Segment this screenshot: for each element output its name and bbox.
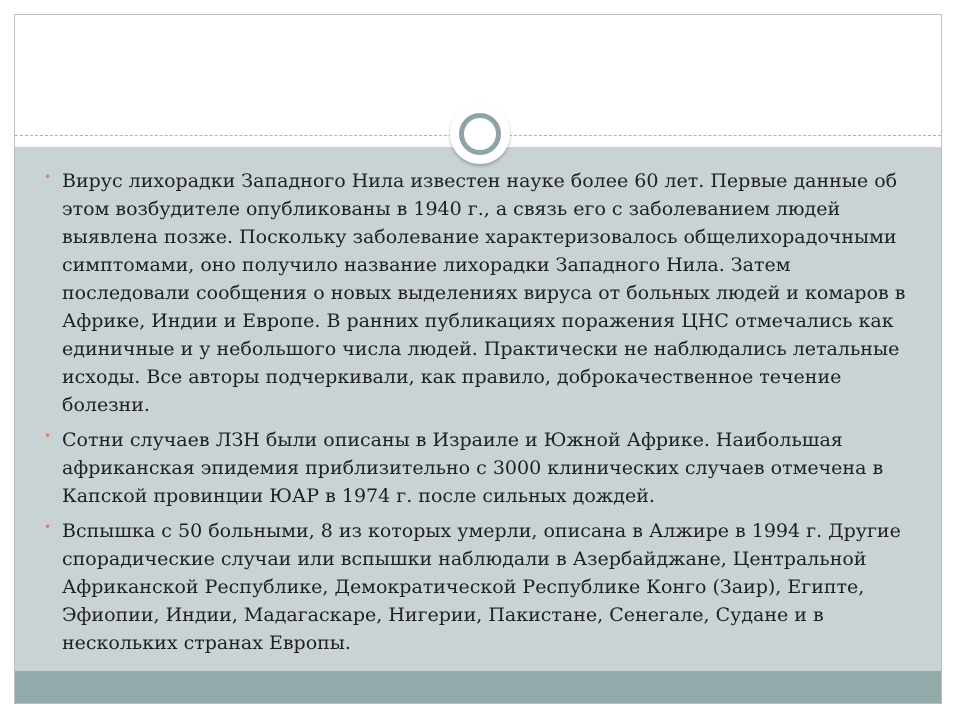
bullet-item bbox=[44, 426, 916, 510]
ring-icon bbox=[450, 104, 510, 164]
bullet-marker-icon: • bbox=[44, 170, 52, 184]
bullet-text: Сотни случаев ЛЗН были описаны в Израиле и Южной Африке. Наибольшая африканская эпидемия приблизительно с 3000 клинических случаев отмечена в Капской провинции ЮАР в 1974 г. после сильных дождей. bbox=[62, 429, 884, 507]
bullet-marker-icon: • bbox=[44, 429, 52, 443]
bullet-item bbox=[44, 517, 916, 657]
bullet-text: Вирус лихорадки Западного Нила известен науке более 60 лет. Первые данные об этом возбудителе опубликованы в 1940 г., а связь его с заболеванием людей выявлена позже. Поскольку заболевание характеризовалось общелихорадочными симптомами, оно получило название лихорадки Западного Нила. Затем последовали сообщения о новых выделениях вируса от больных людей и комаров в Африке, Индии и Европе. В ранних публикациях поражения ЦНС отмечались как единичные и у небольшого числа людей. Практически не наблюдались летальные исходы. Все авторы подчеркивали, как правило, доброкачественное течение болезни. bbox=[62, 170, 906, 416]
bullet-marker-icon: • bbox=[44, 520, 52, 534]
footer-band bbox=[15, 671, 941, 704]
bullet-text: Вспышка с 50 больными, 8 из которых умерли, описана в Алжире в 1994 г. Другие спорадические случаи или вспышки наблюдали в Азербайджане, Центральной Африканской Республике, Демократической Республике Конго (Заир), Египте, Эфиопии, Индии, Мадагаскаре, Нигерии, Пакистане, Сенегале, Судане и в нескольких странах Европы. bbox=[62, 520, 901, 654]
bullet-item bbox=[44, 167, 916, 419]
bullet-list bbox=[44, 167, 916, 664]
